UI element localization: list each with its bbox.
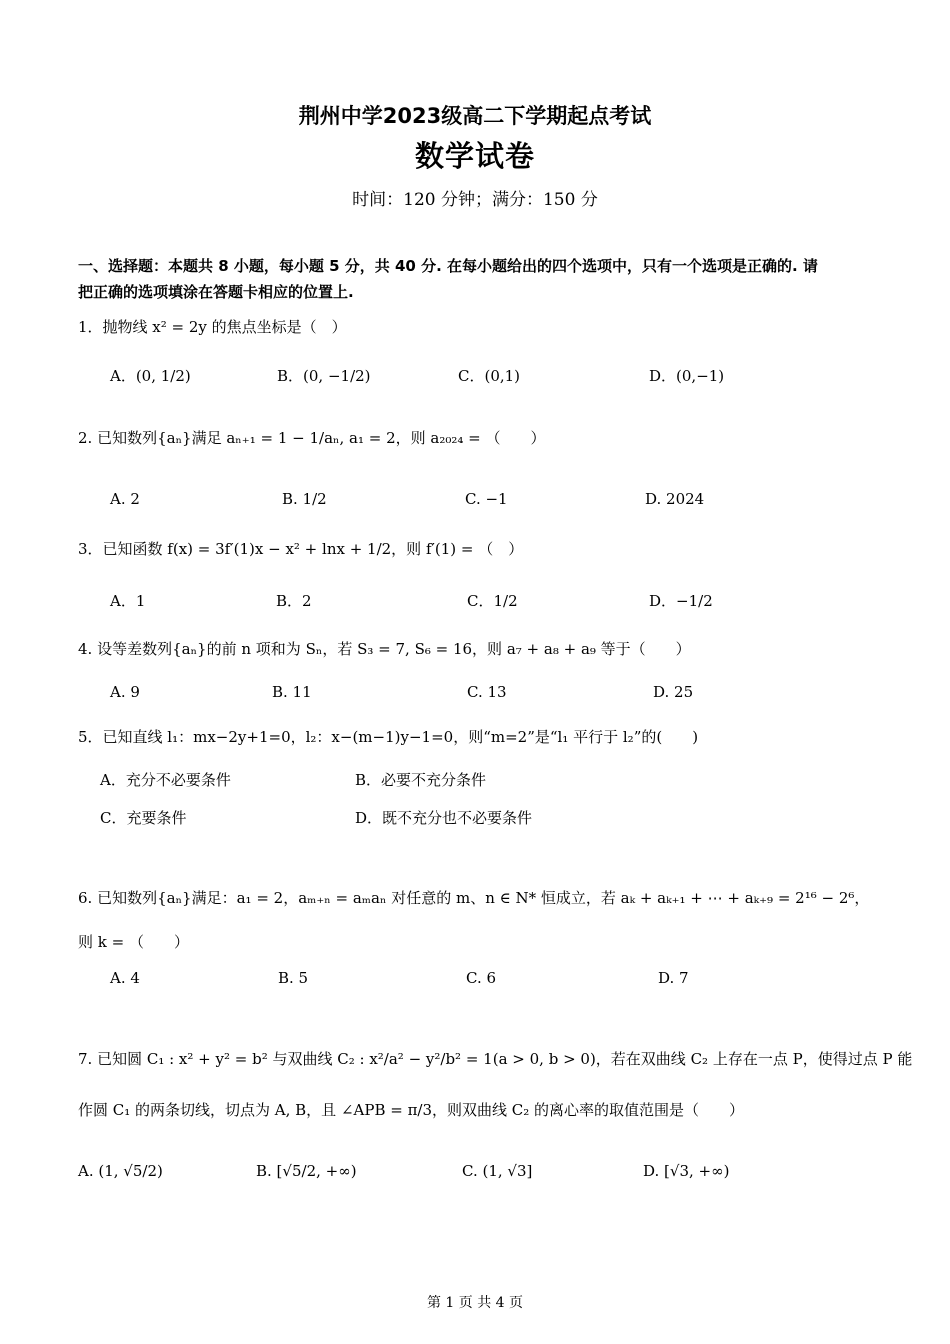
question-3-stem: 3．已知函数 f(x) = 3f′(1)x − x² + lnx + 1/2，则 f′(1) = （ ） [78, 540, 524, 558]
q4-option-a: A. 9 [110, 683, 140, 701]
q7-option-c: C. (1, √3] [462, 1162, 533, 1180]
q6-option-c: C. 6 [466, 969, 497, 987]
q6-option-a: A. 4 [110, 969, 140, 987]
school-title: 荆州中学2023级高二下学期起点考试 [298, 104, 652, 128]
q2-option-a: A. 2 [110, 490, 140, 508]
q4-option-c: C. 13 [467, 683, 507, 701]
section-instructions [78, 253, 878, 305]
question-1-stem: 1．抛物线 x² = 2y 的焦点坐标是（ ） [78, 318, 347, 336]
q3-option-a: A．1 [110, 592, 146, 610]
q5-option-c: C．充要条件 [100, 809, 187, 827]
q5-option-b: B．必要不充分条件 [355, 771, 487, 789]
section-line-2: 把正确的选项填涂在答题卡相应的位置上. [78, 283, 354, 301]
q6-option-d: D. 7 [658, 969, 689, 987]
question-5-stem: 5．已知直线 l₁：mx−2y+1=0，l₂：x−(m−1)y−1=0，则“m=2”是“l₁ 平行于 l₂”的( ) [78, 728, 699, 746]
question-7-stem: 7. 已知圆 C₁ : x² + y² = b² 与双曲线 C₂ : x²/a² − y²/b² = 1(a > 0, b > 0)，若在双曲线 C₂ 上存在一点 P，使得过点 P 能 [78, 1050, 913, 1068]
q2-option-d: D. 2024 [645, 490, 705, 508]
q7-option-d: D. [√3, +∞) [643, 1162, 730, 1180]
exam-info: 时间：120 分钟；满分：150 分 [352, 190, 598, 210]
question-6-stem: 6. 已知数列{aₙ}满足：a₁ = 2，aₘ₊ₙ = aₘaₙ 对任意的 m、n ∈ N* 恒成立，若 aₖ + aₖ₊₁ + ⋯ + aₖ₊₉ = 2¹⁶ − 2⁶， [78, 889, 870, 907]
subject-title: 数学试卷 [414, 139, 535, 173]
q4-option-b: B. 11 [272, 683, 312, 701]
page-footer: 第 1 页 共 4 页 [426, 1295, 524, 1311]
section-line-1: 一、选择题：本题共 8 小题，每小题 5 分，共 40 分. 在每小题给出的四个选项中，只有一个选项是正确的. 请 [78, 257, 818, 275]
question-2-stem: 2. 已知数列{aₙ}满足 aₙ₊₁ = 1 − 1/aₙ, a₁ = 2，则 a₂₀₂₄ = （ ） [78, 429, 546, 447]
q1-option-a: A．(0, 1/2) [110, 367, 191, 385]
q7-option-a: A. (1, √5/2) [78, 1162, 163, 1180]
q3-option-d: D．−1/2 [649, 592, 713, 610]
q5-option-a: A．充分不必要条件 [100, 771, 231, 789]
question-4-stem: 4. 设等差数列{aₙ}的前 n 项和为 Sₙ，若 S₃ = 7, S₆ = 16，则 a₇ + a₈ + a₉ 等于（ ） [78, 640, 691, 658]
q1-option-d: D．(0,−1) [649, 367, 725, 385]
q2-option-b: B. 1/2 [282, 490, 327, 508]
q1-option-b: B．(0, −1/2) [277, 367, 371, 385]
q7-option-b: B. [√5/2, +∞) [256, 1162, 357, 1180]
q2-option-c: C. −1 [465, 490, 508, 508]
q5-option-d: D．既不充分也不必要条件 [355, 809, 533, 827]
q1-option-c: C．(0,1) [458, 367, 521, 385]
question-6-stem-cont: 则 k = （ ） [78, 933, 189, 951]
q3-option-c: C．1/2 [467, 592, 518, 610]
q6-option-b: B. 5 [278, 969, 309, 987]
q4-option-d: D. 25 [653, 683, 694, 701]
q3-option-b: B．2 [276, 592, 312, 610]
question-7-stem-cont: 作圆 C₁ 的两条切线，切点为 A, B，且 ∠APB = π/3，则双曲线 C₂ 的离心率的取值范围是（ ） [78, 1101, 745, 1119]
